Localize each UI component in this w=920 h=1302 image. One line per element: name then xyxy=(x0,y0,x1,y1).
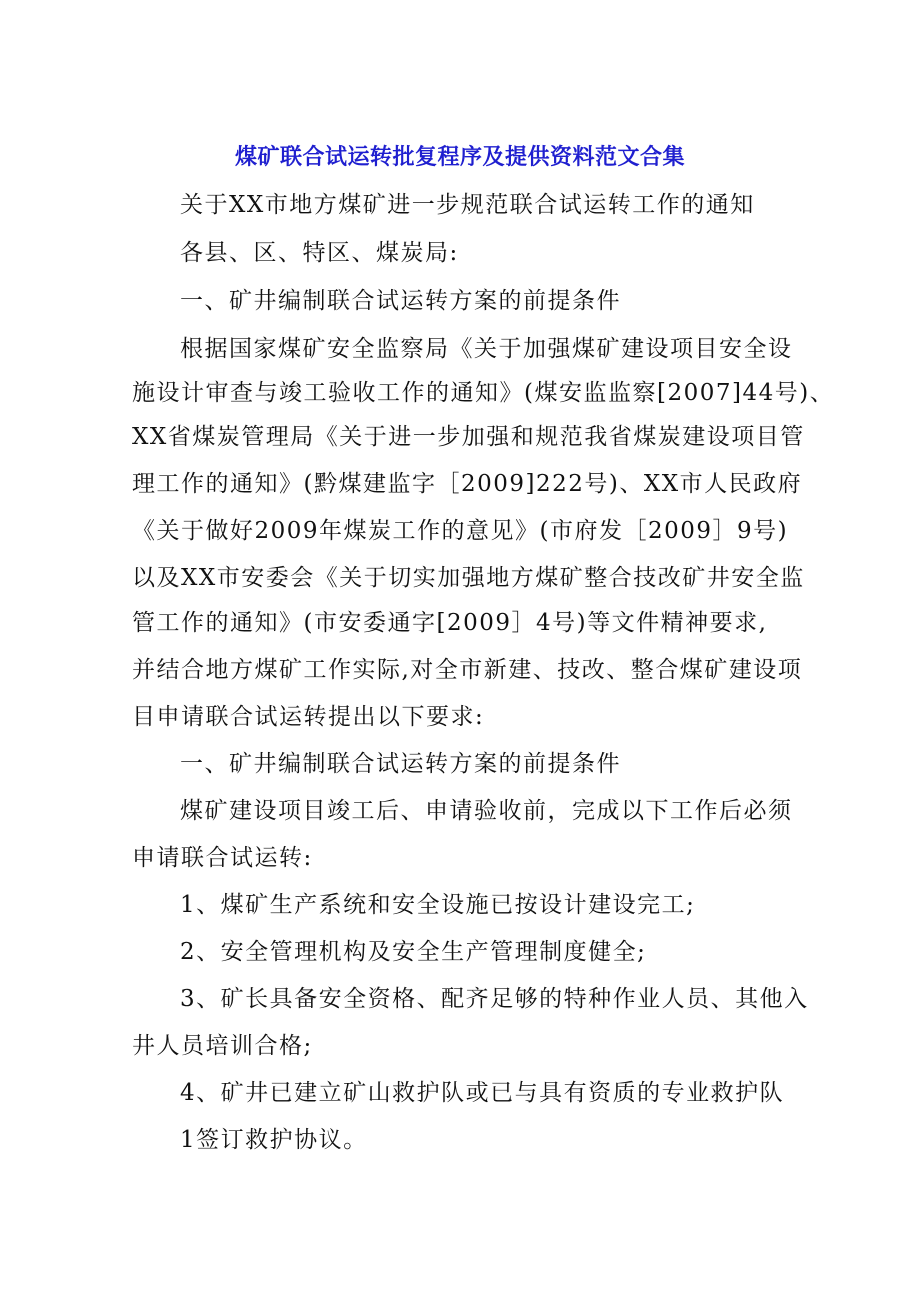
body-paragraph-line: 施设计审查与竣工验收工作的通知》(煤安监监察[2007]44号)、 xyxy=(132,380,835,406)
list-item-4-continued: 1签订救护协议。 xyxy=(180,1127,368,1153)
body-paragraph-line: XX省煤炭管理局《关于进一步加强和规范我省煤炭建设项目管 xyxy=(132,424,805,450)
section-heading-2: 一、矿井编制联合试运转方案的前提条件 xyxy=(180,751,621,777)
body-paragraph-line: 申请联合试运转: xyxy=(132,845,313,871)
body-paragraph-line: 并结合地方煤矿工作实际,对全市新建、技改、整合煤矿建设项 xyxy=(132,657,803,683)
body-paragraph-line: 管工作的通知》(市安委通字[2009］4号)等文件精神要求, xyxy=(132,610,768,636)
list-item-2: 2、安全管理机构及安全生产管理制度健全; xyxy=(180,939,647,965)
addressee-line: 各县、区、特区、煤炭局: xyxy=(180,240,459,266)
notice-heading: 关于XX市地方煤矿进一步规范联合试运转工作的通知 xyxy=(180,192,755,218)
list-item-3: 3、矿长具备安全资格、配齐足够的特种作业人员、其他入 xyxy=(180,986,809,1012)
body-paragraph-line: 目申请联合试运转提出以下要求: xyxy=(132,704,485,730)
list-item-4: 4、矿井已建立矿山救护队或已与具有资质的专业救护队 xyxy=(180,1080,785,1106)
document-title: 煤矿联合试运转批复程序及提供资料范文合集 xyxy=(234,145,685,170)
body-paragraph-line: 煤矿建设项目竣工后、申请验收前，完成以下工作后必须 xyxy=(180,798,793,824)
section-heading-1: 一、矿井编制联合试运转方案的前提条件 xyxy=(180,288,621,314)
body-paragraph-line: 以及XX市安委会《关于切实加强地方煤矿整合技改矿井安全监 xyxy=(132,565,805,591)
body-paragraph-line: 理工作的通知》(黔煤建监字［2009]222号)、XX市人民政府 xyxy=(132,471,803,497)
list-item-1: 1、煤矿生产系统和安全设施已按设计建设完工; xyxy=(180,892,696,918)
list-item-3-continued: 井人员培训合格; xyxy=(132,1033,313,1059)
body-paragraph-line: 《关于做好2009年煤炭工作的意见》(市府发［2009］9号) xyxy=(132,518,789,544)
body-paragraph-line: 根据国家煤矿安全监察局《关于加强煤矿建设项目安全设 xyxy=(180,336,793,362)
